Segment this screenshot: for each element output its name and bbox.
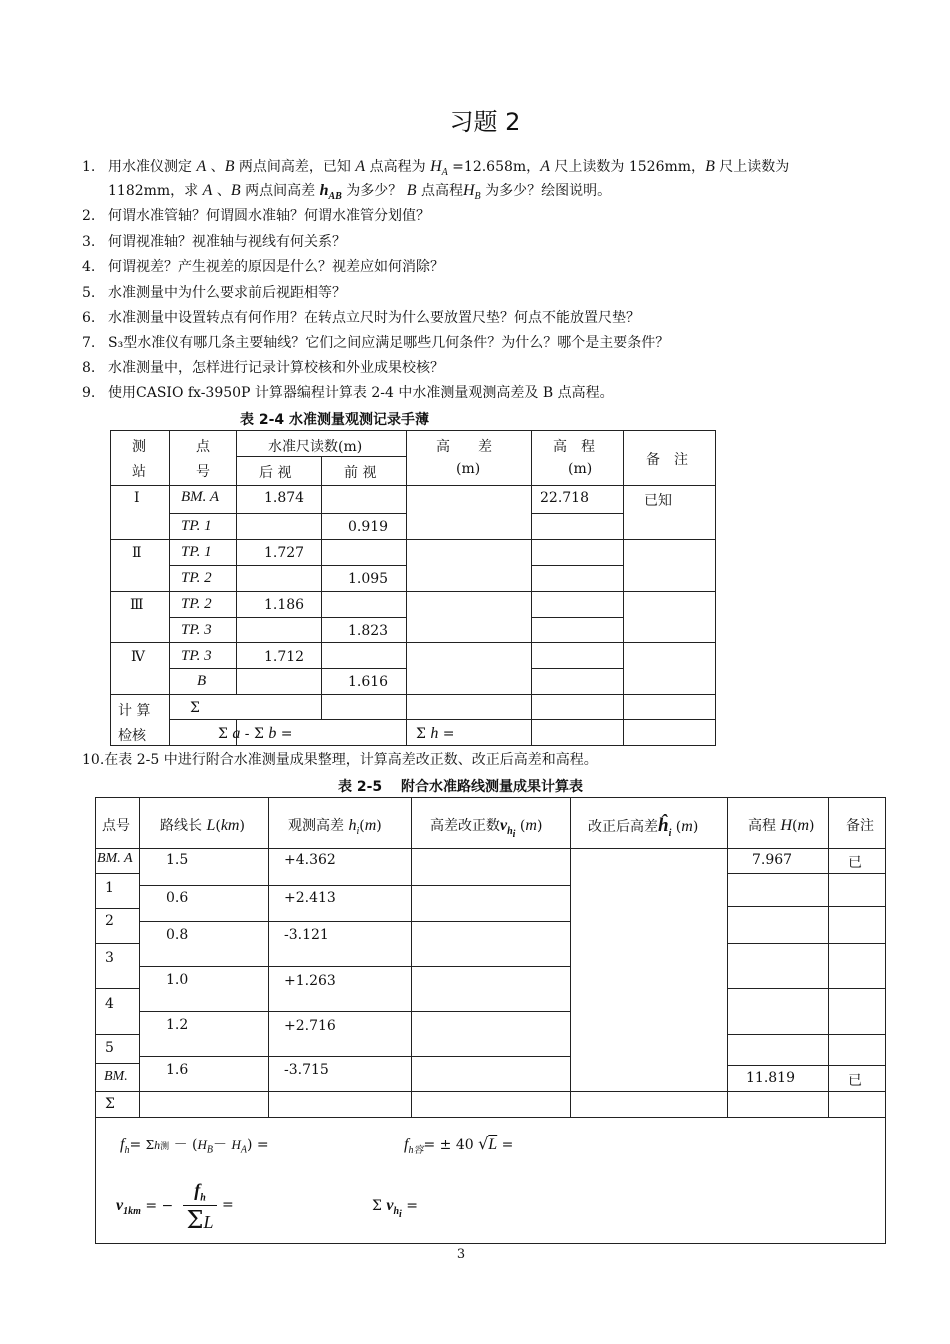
col-header-diff: 观测高差 $h_i(m)$	[288, 817, 382, 838]
table-row-back: 1.727	[264, 545, 305, 561]
table-row-point: TP. 2	[181, 596, 212, 612]
table-row-point: TP. 1	[181, 544, 212, 560]
question-3: 3. 何谓视准轴？视准轴与视线有何关系？	[82, 234, 346, 250]
end-note: 已	[848, 1073, 862, 1089]
table-row-front: 1.095	[348, 571, 389, 587]
table-row-point: TP. 2	[181, 570, 212, 586]
station-label: Ⅳ	[131, 649, 145, 665]
question-2: 2. 何谓水准管轴？何谓圆水准轴？何谓水准管分划值？	[82, 208, 430, 224]
table-row-back: 1.874	[264, 490, 305, 506]
table-row-front: 1.823	[348, 623, 389, 639]
table-row-point: TP. 3	[181, 622, 212, 638]
col-header-length: 路线长 L(km)	[160, 817, 245, 834]
col-header-note: 备注	[846, 818, 874, 834]
point-label: 2	[105, 913, 114, 929]
col-header-corrected: 改正后高差$ĥ_i$ (m)	[588, 815, 699, 839]
calc-label-2: 检核	[118, 728, 146, 744]
table-row-point: BM. A	[181, 489, 220, 505]
segment-length: 1.2	[166, 1017, 189, 1033]
formula-v1km-fraction: $f_h$ ΣL	[183, 1180, 217, 1234]
segment-diff: +2.716	[284, 1018, 336, 1034]
question-8: 8. 水准测量中，怎样进行记录计算校核和外业成果校核？	[82, 360, 444, 376]
table-row-point: TP. 1	[181, 518, 212, 534]
question-1: 1. 用水准仪测定 A 、B 两点间高差，已知 A 点高程为 $H_A =12.658m$，A 尺上读数为 1526mm，B 尺上读数为	[82, 158, 790, 179]
table-row-note: 已知	[644, 493, 672, 509]
table-row-point: TP. 3	[181, 648, 212, 664]
header-station-2: 站	[132, 464, 146, 480]
table-row-elev: 22.718	[540, 490, 589, 506]
point-label: 1	[105, 880, 114, 896]
calc-label-1: 计 算	[118, 703, 151, 719]
table-row-point: B	[197, 673, 207, 689]
formula-fh-allow: $f_{h容}= \pm 40$ √L =	[404, 1134, 514, 1157]
header-elev-unit: (m)	[568, 461, 593, 477]
header-point-1: 点	[196, 439, 210, 455]
segment-diff: +1.263	[284, 973, 336, 989]
header-diff-unit: (m)	[456, 461, 481, 477]
point-label: 3	[105, 950, 114, 966]
start-elevation: 7.967	[752, 852, 793, 868]
header-back: 后 视	[259, 465, 292, 481]
question-7: 7. S₃型水准仪有哪几条主要轴线？它们之间应满足哪些几何条件？为什么？哪个是主要条件？	[82, 335, 670, 351]
header-reading: 水准尺读数(m)	[268, 439, 363, 455]
header-diff: 高 差	[436, 439, 492, 455]
point-label: 5	[105, 1040, 114, 1056]
point-label: 4	[105, 996, 114, 1012]
question-6: 6. 水准测量中设置转点有何作用？在转点立尺时为什么要放置尺垫？何点不能放置尺垫？	[82, 310, 640, 326]
table-row-front: 1.616	[348, 674, 389, 690]
table-row-back: 1.712	[264, 649, 305, 665]
end-elevation: 11.819	[746, 1070, 795, 1086]
sigma-symbol: Σ	[190, 700, 200, 716]
segment-length: 1.6	[166, 1062, 189, 1078]
start-note: 已	[848, 855, 862, 871]
station-label: Ⅲ	[130, 597, 144, 613]
formula-v1km-eq: =	[222, 1197, 234, 1213]
point-label: BM.	[104, 1069, 128, 1084]
question-10: 10.在表 2-5 中进行附合水准测量成果整理，计算高差改正数、改正后高差和高程。	[82, 752, 598, 768]
segment-diff: +4.362	[284, 852, 336, 868]
page-number: 3	[456, 1247, 466, 1262]
table-2-4-caption: 表 2-4 水准测量观测记录手薄	[240, 412, 430, 428]
sum-h: Σ h =	[416, 725, 455, 742]
col-header-correction: 高差改正数$v_{h_i}$ (m)	[430, 817, 543, 841]
header-note: 备 注	[646, 452, 688, 468]
station-label: Ⅰ	[134, 490, 140, 506]
header-station-1: 测	[132, 439, 146, 455]
question-9: 9. 使用CASIO fx-3950P 计算器编程计算表 2-4 中水准测量观测高差及 B 点高程。	[82, 385, 614, 401]
table-2-5-caption: 表 2-5 附合水准路线测量成果计算表	[338, 779, 584, 795]
segment-diff: -3.715	[284, 1062, 329, 1078]
question-4: 4. 何谓视差？产生视差的原因是什么？视差应如何消除？	[82, 259, 444, 275]
page-title: 习题 2	[449, 108, 521, 136]
segment-diff: +2.413	[284, 890, 336, 906]
formula-v1km: $v_{1km}$ = −	[116, 1197, 174, 1218]
question-1-cont: 1182mm，求 A 、B 两点间高差 $h_{AB}$ 为多少？ B 点高程$H_B$ 为多少？绘图说明。	[108, 182, 612, 203]
header-point-2: 号	[196, 464, 210, 480]
question-5: 5. 水准测量中为什么要求前后视距相等？	[82, 285, 346, 301]
segment-length: 1.5	[166, 852, 189, 868]
segment-length: 0.8	[166, 927, 189, 943]
point-label: Σ	[105, 1096, 115, 1112]
col-header-point: 点号	[102, 818, 130, 834]
formula-sum-v: Σ $v_{h_i}$ =	[372, 1197, 418, 1221]
station-label: Ⅱ	[132, 545, 142, 561]
header-elev: 高 程	[553, 439, 595, 455]
segment-length: 0.6	[166, 890, 189, 906]
formula-fh: $f_h= \Sigma h$测 － $(H_B- H_A)$ =	[120, 1136, 269, 1157]
table-row-front: 0.919	[348, 519, 389, 535]
sum-ab: Σ a - Σ b =	[218, 725, 293, 742]
header-front: 前 视	[344, 465, 377, 481]
point-label: BM. A	[97, 851, 133, 866]
segment-length: 1.0	[166, 972, 189, 988]
segment-diff: -3.121	[284, 927, 329, 943]
table-row-back: 1.186	[264, 597, 305, 613]
col-header-elev: 高程 H(m)	[748, 817, 815, 834]
